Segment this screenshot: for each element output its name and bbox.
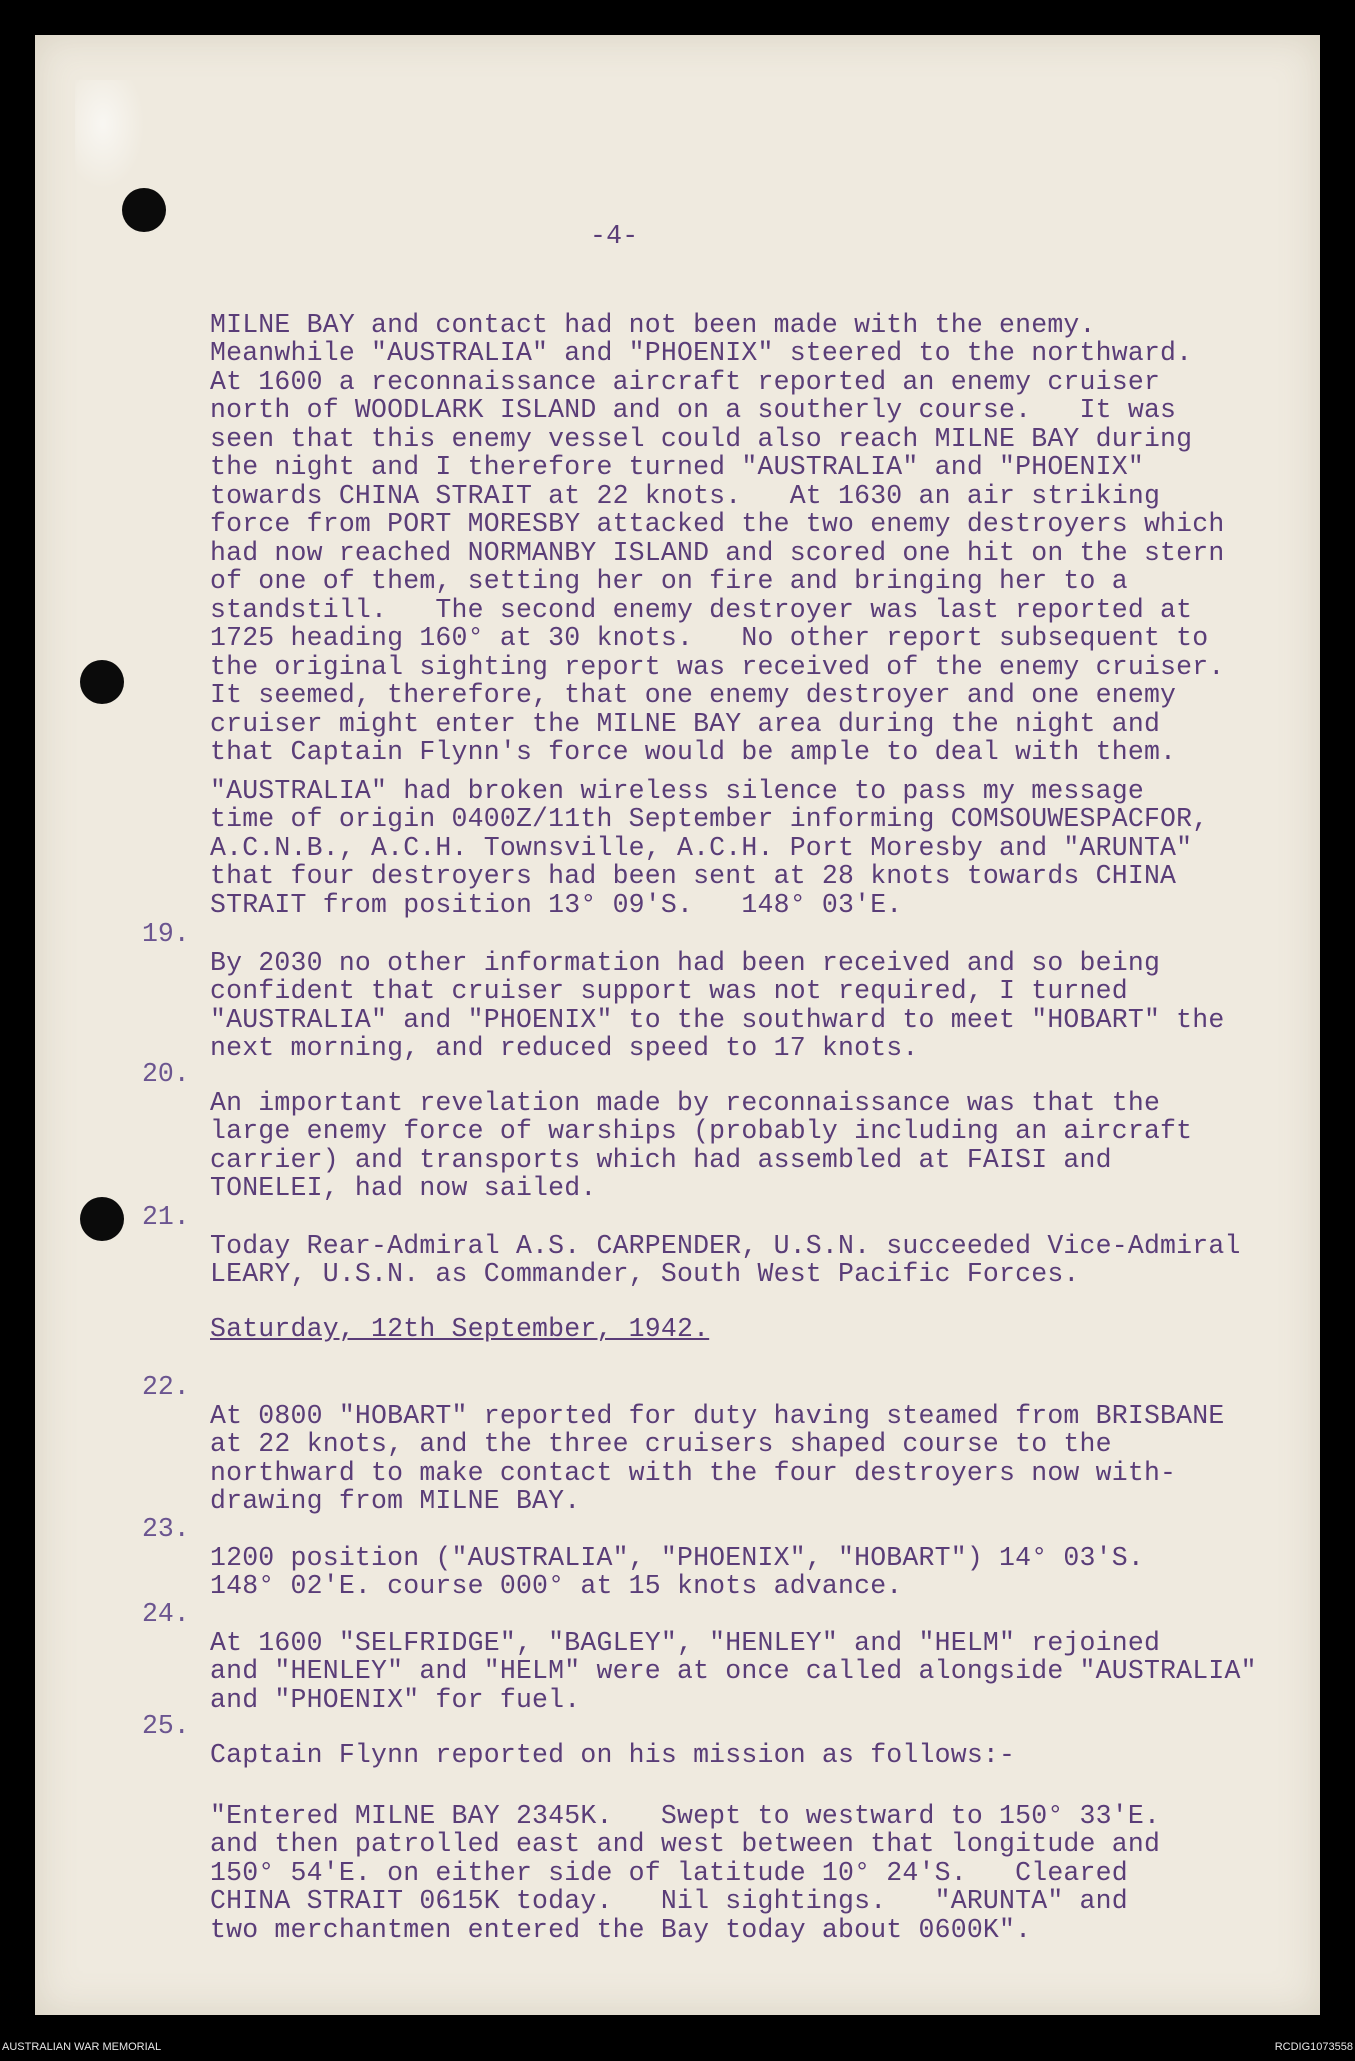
text-line: STRAIT from position 13° 09'S. 148° 03'E. — [210, 889, 903, 920]
paragraph-message — [210, 748, 1208, 948]
date-heading: Saturday, 12th September, 1942. — [210, 1314, 710, 1344]
paragraph-number: 19. — [142, 919, 190, 949]
paragraph-number: 21. — [142, 1202, 190, 1232]
text-line: At 1600 a reconnaissance aircraft reported an enemy cruiser — [210, 366, 1161, 397]
text-line: northward to make contact with the four destroyers now with- — [210, 1457, 1177, 1488]
text-line: A.C.N.B., A.C.H. Townsville, A.C.H. Port Moresby and "ARUNTA" — [210, 832, 1193, 863]
text-line: TONELEI, had now sailed. — [210, 1173, 597, 1203]
text-line: It seemed, therefore, that one enemy destroyer and one enemy — [210, 680, 1177, 710]
paragraph-number: 25. — [142, 1711, 190, 1741]
text-line: At 1600 "SELFRIDGE", "BAGLEY", "HENLEY" and "HELM" rejoined — [210, 1627, 1161, 1658]
text-line: drawing from MILNE BAY. — [210, 1486, 581, 1516]
text-line: 148° 02'E. course 000° at 15 knots advance. — [210, 1571, 903, 1601]
text-line: "AUSTRALIA" and "PHOENIX" to the southward to meet "HOBART" the — [210, 1004, 1225, 1035]
text-line: large enemy force of warships (probably including an aircraft — [210, 1116, 1193, 1146]
text-line: Captain Flynn reported on his mission as follows:- — [210, 1739, 1016, 1770]
text-line: north of WOODLARK ISLAND and on a southerly course. It was — [210, 395, 1177, 425]
page-number: -4- — [590, 221, 639, 251]
text-line: standstill. The second enemy destroyer was last reported at — [210, 594, 1193, 625]
text-line: had now reached NORMANBY ISLAND and scored one hit on the stern — [210, 537, 1225, 568]
text-line: Meanwhile "AUSTRALIA" and "PHOENIX" steered to the northward. — [210, 338, 1193, 368]
text-line: at 22 knots, and the three cruisers shaped course to the — [210, 1429, 1112, 1459]
text-line: By 2030 no other information had been received and so being — [210, 947, 1161, 978]
paragraph-21 — [210, 1203, 1241, 1317]
text-line: that Captain Flynn's force would be ample to deal with them. — [210, 737, 1177, 767]
text-line: the original sighting report was received of the enemy cruiser. — [210, 651, 1225, 682]
paragraph-number: 23. — [142, 1514, 190, 1544]
text-line: MILNE BAY and contact had not been made with the enemy. — [210, 309, 1096, 340]
text-line: that four destroyers had been sent at 28 knots towards CHINA — [210, 861, 1177, 891]
paragraph-number: 22. — [142, 1372, 190, 1402]
text-line: time of origin 0400Z/11th September informing COMSOUWESPACFOR, — [210, 804, 1209, 834]
text-line: LEARY, U.S.N. as Commander, South West Pacific Forces. — [210, 1259, 1080, 1289]
text-line: the night and I therefore turned "AUSTRALIA" and "PHOENIX" — [210, 452, 1144, 482]
text-line: 150° 54'E. on either side of latitude 10° 24'S. Cleared — [210, 1857, 1128, 1888]
text-line: CHINA STRAIT 0615K today. Nil sightings. "ARUNTA" and — [210, 1886, 1128, 1916]
paragraph-number: 20. — [142, 1059, 190, 1089]
text-line: and "HENLEY" and "HELM" were at once called alongside "AUSTRALIA" — [210, 1656, 1257, 1686]
text-line: "AUSTRALIA" had broken wireless silence to pass my message — [210, 775, 1144, 806]
text-line: and "PHOENIX" for fuel. — [210, 1684, 581, 1715]
text-line: carrier) and transports which had assembled at FAISI and — [210, 1144, 1112, 1175]
footer-left: AUSTRALIAN WAR MEMORIAL — [2, 2041, 162, 2053]
punch-hole-top — [122, 188, 166, 232]
text-line: 1725 heading 160° at 30 knots. No other report subsequent to — [210, 623, 1209, 653]
text-line: and then patrolled east and west between that longitude and — [210, 1829, 1161, 1859]
footer-right: RCDIG1073558 — [1274, 2041, 1353, 2053]
punch-hole-bottom — [80, 1197, 124, 1241]
text-line: towards CHINA STRAIT at 22 knots. At 1630 an air striking — [210, 480, 1161, 511]
text-line: seen that this enemy vessel could also reach MILNE BAY during — [210, 423, 1193, 454]
paragraph-number: 24. — [142, 1599, 190, 1629]
text-line: force from PORT MORESBY attacked the two enemy destroyers which — [210, 509, 1225, 539]
text-line: two merchantmen entered the Bay today about 0600K". — [210, 1914, 1032, 1945]
text-line: 1200 position ("AUSTRALIA", "PHOENIX", "HOBART") 14° 03'S. — [210, 1542, 1144, 1573]
text-line: Today Rear-Admiral A.S. CARPENDER, U.S.N. succeeded Vice-Admiral — [210, 1230, 1241, 1261]
text-line: An important revelation made by reconnaissance was that the — [210, 1087, 1161, 1118]
punch-hole-middle — [80, 660, 124, 704]
paragraph-continuation — [210, 282, 1224, 795]
quoted-report — [210, 1773, 1160, 1973]
text-line: confident that cruiser support was not required, I turned — [210, 976, 1128, 1006]
text-line: cruiser might enter the MILNE BAY area during the night and — [210, 708, 1161, 739]
text-line: "Entered MILNE BAY 2345K. Swept to westward to 150° 33'E. — [210, 1800, 1161, 1831]
text-line: next morning, and reduced speed to 17 knots. — [210, 1033, 919, 1063]
text-line: of one of them, setting her on fire and bringing her to a — [210, 566, 1128, 596]
text-line: At 0800 "HOBART" reported for duty having steamed from BRISBANE — [210, 1400, 1225, 1431]
paper-crease — [75, 80, 145, 190]
